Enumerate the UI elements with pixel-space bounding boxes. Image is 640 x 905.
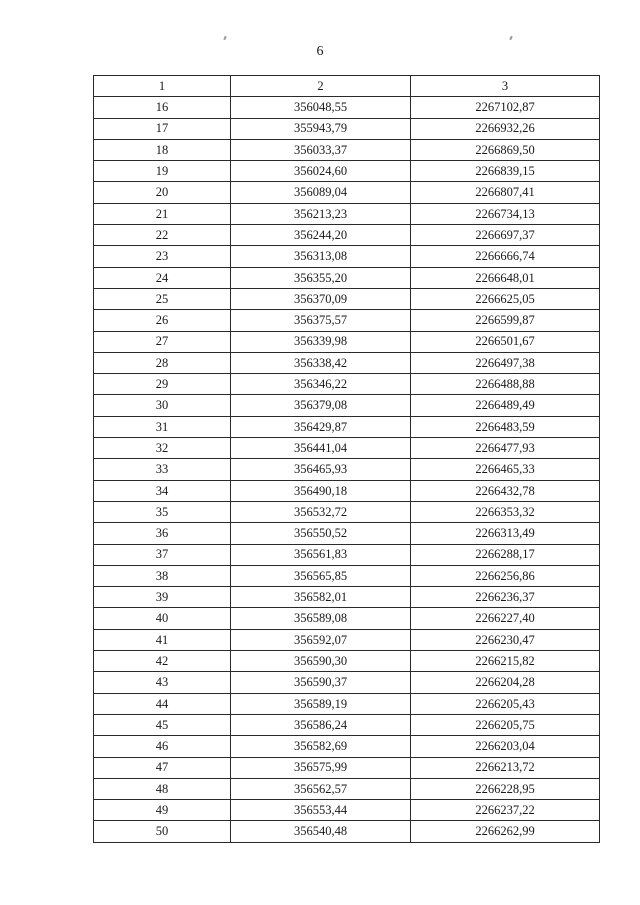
point-number-cell: 28: [94, 352, 231, 373]
table-row: [94, 608, 600, 629]
x-coordinate-cell: 356575,99: [231, 757, 411, 778]
y-coordinate-cell: 2266432,78: [411, 480, 600, 501]
table-row: [94, 480, 600, 501]
point-number-cell: 40: [94, 608, 231, 629]
table-row: [94, 225, 600, 246]
y-coordinate-cell: 2266203,04: [411, 736, 600, 757]
x-coordinate-cell: 356589,19: [231, 693, 411, 714]
point-number-cell: 38: [94, 565, 231, 586]
table-row: [94, 714, 600, 735]
y-coordinate-cell: 2266932,26: [411, 118, 600, 139]
table-row: [94, 800, 600, 821]
x-coordinate-cell: 356586,24: [231, 714, 411, 735]
table-row: [94, 288, 600, 309]
y-coordinate-cell: 2266488,88: [411, 374, 600, 395]
x-coordinate-cell: 356582,69: [231, 736, 411, 757]
y-coordinate-cell: 2267102,87: [411, 97, 600, 118]
table-row: [94, 629, 600, 650]
y-coordinate-cell: 2266205,75: [411, 714, 600, 735]
table-header-row: [94, 76, 600, 97]
y-coordinate-cell: 2266262,99: [411, 821, 600, 842]
point-number-cell: 31: [94, 416, 231, 437]
x-coordinate-cell: 356589,08: [231, 608, 411, 629]
table-row: [94, 438, 600, 459]
table-row: [94, 523, 600, 544]
x-coordinate-cell: 356540,48: [231, 821, 411, 842]
y-coordinate-cell: 2266477,93: [411, 438, 600, 459]
point-number-cell: 45: [94, 714, 231, 735]
table-row: [94, 118, 600, 139]
table-row: [94, 331, 600, 352]
y-coordinate-cell: 2266734,13: [411, 203, 600, 224]
table-row: [94, 97, 600, 118]
point-number-cell: 16: [94, 97, 231, 118]
y-coordinate-cell: 2266869,50: [411, 139, 600, 160]
y-coordinate-cell: 2266230,47: [411, 629, 600, 650]
y-coordinate-cell: 2266497,38: [411, 352, 600, 373]
y-coordinate-cell: 2266489,49: [411, 395, 600, 416]
x-coordinate-cell: 356048,55: [231, 97, 411, 118]
x-coordinate-cell: 356338,42: [231, 352, 411, 373]
table-row: [94, 736, 600, 757]
point-number-cell: 48: [94, 778, 231, 799]
y-coordinate-cell: 2266215,82: [411, 651, 600, 672]
x-coordinate-cell: 356375,57: [231, 310, 411, 331]
x-coordinate-cell: 356532,72: [231, 501, 411, 522]
y-coordinate-cell: 2266697,37: [411, 225, 600, 246]
point-number-cell: 39: [94, 587, 231, 608]
point-number-cell: 41: [94, 629, 231, 650]
point-number-cell: 20: [94, 182, 231, 203]
y-coordinate-cell: 2266648,01: [411, 267, 600, 288]
x-coordinate-cell: 356553,44: [231, 800, 411, 821]
x-coordinate-cell: 356346,22: [231, 374, 411, 395]
x-coordinate-cell: 356313,08: [231, 246, 411, 267]
table-row: [94, 161, 600, 182]
y-coordinate-cell: 2266501,67: [411, 331, 600, 352]
point-number-cell: 22: [94, 225, 231, 246]
header-cell-3: 3: [411, 76, 600, 97]
table-row: [94, 139, 600, 160]
table-row: [94, 203, 600, 224]
table-row: [94, 416, 600, 437]
table-row: [94, 374, 600, 395]
x-coordinate-cell: 356213,23: [231, 203, 411, 224]
x-coordinate-cell: 356089,04: [231, 182, 411, 203]
table-row: [94, 693, 600, 714]
x-coordinate-cell: 356379,08: [231, 395, 411, 416]
table-row: [94, 672, 600, 693]
table-row: [94, 587, 600, 608]
point-number-cell: 21: [94, 203, 231, 224]
y-coordinate-cell: 2266839,15: [411, 161, 600, 182]
point-number-cell: 25: [94, 288, 231, 309]
table-row: [94, 352, 600, 373]
table-row: [94, 501, 600, 522]
point-number-cell: 50: [94, 821, 231, 842]
page-number: 6: [316, 44, 324, 59]
x-coordinate-cell: 356582,01: [231, 587, 411, 608]
x-coordinate-cell: 355943,79: [231, 118, 411, 139]
table-row: [94, 246, 600, 267]
point-number-cell: 27: [94, 331, 231, 352]
header-cell-2: 2: [231, 76, 411, 97]
y-coordinate-cell: 2266353,32: [411, 501, 600, 522]
y-coordinate-cell: 2266666,74: [411, 246, 600, 267]
point-number-cell: 17: [94, 118, 231, 139]
y-coordinate-cell: 2266625,05: [411, 288, 600, 309]
scan-speck: [223, 36, 227, 40]
point-number-cell: 43: [94, 672, 231, 693]
y-coordinate-cell: 2266205,43: [411, 693, 600, 714]
y-coordinate-cell: 2266227,40: [411, 608, 600, 629]
y-coordinate-cell: 2266465,33: [411, 459, 600, 480]
point-number-cell: 47: [94, 757, 231, 778]
x-coordinate-cell: 356024,60: [231, 161, 411, 182]
x-coordinate-cell: 356590,37: [231, 672, 411, 693]
point-number-cell: 18: [94, 139, 231, 160]
table-row: [94, 182, 600, 203]
x-coordinate-cell: 356490,18: [231, 480, 411, 501]
point-number-cell: 36: [94, 523, 231, 544]
x-coordinate-cell: 356561,83: [231, 544, 411, 565]
x-coordinate-cell: 356592,07: [231, 629, 411, 650]
table-row: [94, 778, 600, 799]
x-coordinate-cell: 356355,20: [231, 267, 411, 288]
x-coordinate-cell: 356339,98: [231, 331, 411, 352]
table-row: [94, 757, 600, 778]
table-body: [94, 97, 600, 842]
point-number-cell: 44: [94, 693, 231, 714]
table-row: [94, 544, 600, 565]
header-cell-1: 1: [94, 76, 231, 97]
table-row: [94, 310, 600, 331]
y-coordinate-cell: 2266256,86: [411, 565, 600, 586]
y-coordinate-cell: 2266213,72: [411, 757, 600, 778]
point-number-cell: 49: [94, 800, 231, 821]
table-row: [94, 651, 600, 672]
table-row: [94, 395, 600, 416]
y-coordinate-cell: 2266237,22: [411, 800, 600, 821]
x-coordinate-cell: 356244,20: [231, 225, 411, 246]
x-coordinate-cell: 356550,52: [231, 523, 411, 544]
x-coordinate-cell: 356441,04: [231, 438, 411, 459]
x-coordinate-cell: 356429,87: [231, 416, 411, 437]
coordinates-table: [93, 75, 600, 843]
y-coordinate-cell: 2266807,41: [411, 182, 600, 203]
x-coordinate-cell: 356033,37: [231, 139, 411, 160]
point-number-cell: 33: [94, 459, 231, 480]
y-coordinate-cell: 2266288,17: [411, 544, 600, 565]
point-number-cell: 32: [94, 438, 231, 459]
x-coordinate-cell: 356562,57: [231, 778, 411, 799]
point-number-cell: 29: [94, 374, 231, 395]
point-number-cell: 26: [94, 310, 231, 331]
x-coordinate-cell: 356565,85: [231, 565, 411, 586]
scan-speck: [509, 36, 513, 40]
y-coordinate-cell: 2266228,95: [411, 778, 600, 799]
x-coordinate-cell: 356590,30: [231, 651, 411, 672]
point-number-cell: 35: [94, 501, 231, 522]
x-coordinate-cell: 356465,93: [231, 459, 411, 480]
table-row: [94, 459, 600, 480]
y-coordinate-cell: 2266483,59: [411, 416, 600, 437]
y-coordinate-cell: 2266313,49: [411, 523, 600, 544]
table-row: [94, 267, 600, 288]
point-number-cell: 46: [94, 736, 231, 757]
point-number-cell: 23: [94, 246, 231, 267]
point-number-cell: 37: [94, 544, 231, 565]
point-number-cell: 24: [94, 267, 231, 288]
x-coordinate-cell: 356370,09: [231, 288, 411, 309]
point-number-cell: 30: [94, 395, 231, 416]
point-number-cell: 34: [94, 480, 231, 501]
y-coordinate-cell: 2266236,37: [411, 587, 600, 608]
y-coordinate-cell: 2266204,28: [411, 672, 600, 693]
table-row: [94, 565, 600, 586]
table-row: [94, 821, 600, 842]
point-number-cell: 19: [94, 161, 231, 182]
point-number-cell: 42: [94, 651, 231, 672]
y-coordinate-cell: 2266599,87: [411, 310, 600, 331]
